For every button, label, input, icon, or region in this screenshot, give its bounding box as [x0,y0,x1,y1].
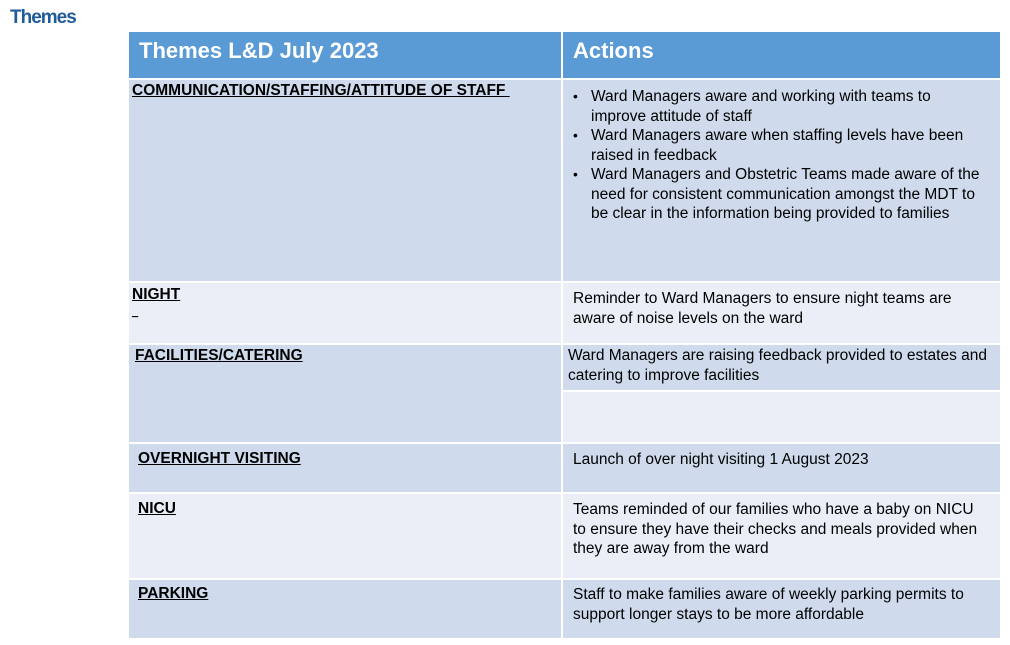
slide-title: Themes [10,7,76,28]
action-cell-group [563,345,1000,442]
theme-cell [129,345,563,442]
theme-label: NICU [138,500,176,517]
theme-cell [129,283,563,343]
action-bullet: • Ward Managers aware and working with teams to improve attitude of staff [563,87,990,126]
table-row [129,345,1000,444]
action-list [563,87,990,224]
theme-cell [129,580,563,638]
empty-cell [563,392,1000,442]
action-cell: Launch of over night visiting 1 August 2023 [573,451,869,468]
theme-cell [129,444,563,492]
table-row [129,494,1000,580]
action-cell: Reminder to Ward Managers to ensure night teams are aware of noise levels on the ward [573,290,952,327]
action-cell: Ward Managers are raising feedback provided to estates and catering to improve facilities [563,345,1000,392]
action-bullet: • Ward Managers and Obstetric Teams made aware of the need for consistent communication amongst the MDT to be clear in the information being provided to families [563,165,990,224]
table-row [129,444,1000,494]
theme-label: PARKING [138,585,209,602]
action-cell: Teams reminded of our families who have a baby on NICU to ensure they have their checks and meals provided when they are away from the ward [573,501,978,557]
table-header-row [129,32,1000,80]
header-actions: Actions [573,38,654,63]
table-row [129,283,1000,345]
theme-label: COMMUNICATION/STAFFING/ATTITUDE OF STAFF [132,82,510,99]
theme-label: NIGHT [132,286,181,303]
theme-label: OVERNIGHT VISITING [138,450,301,467]
table-row [129,580,1000,638]
theme-extra: _ [132,306,139,318]
action-cell: Staff to make families aware of weekly parking permits to support longer stays to be more affordable [573,586,964,623]
header-themes: Themes L&D July 2023 [129,32,563,78]
theme-cell [129,494,563,578]
table-row [129,80,1000,283]
action-cell [563,80,1000,281]
theme-label: FACILITIES/CATERING [135,347,303,364]
themes-table [129,32,1000,638]
theme-cell [129,80,563,281]
action-bullet: • Ward Managers aware when staffing levels have been raised in feedback [563,126,990,165]
